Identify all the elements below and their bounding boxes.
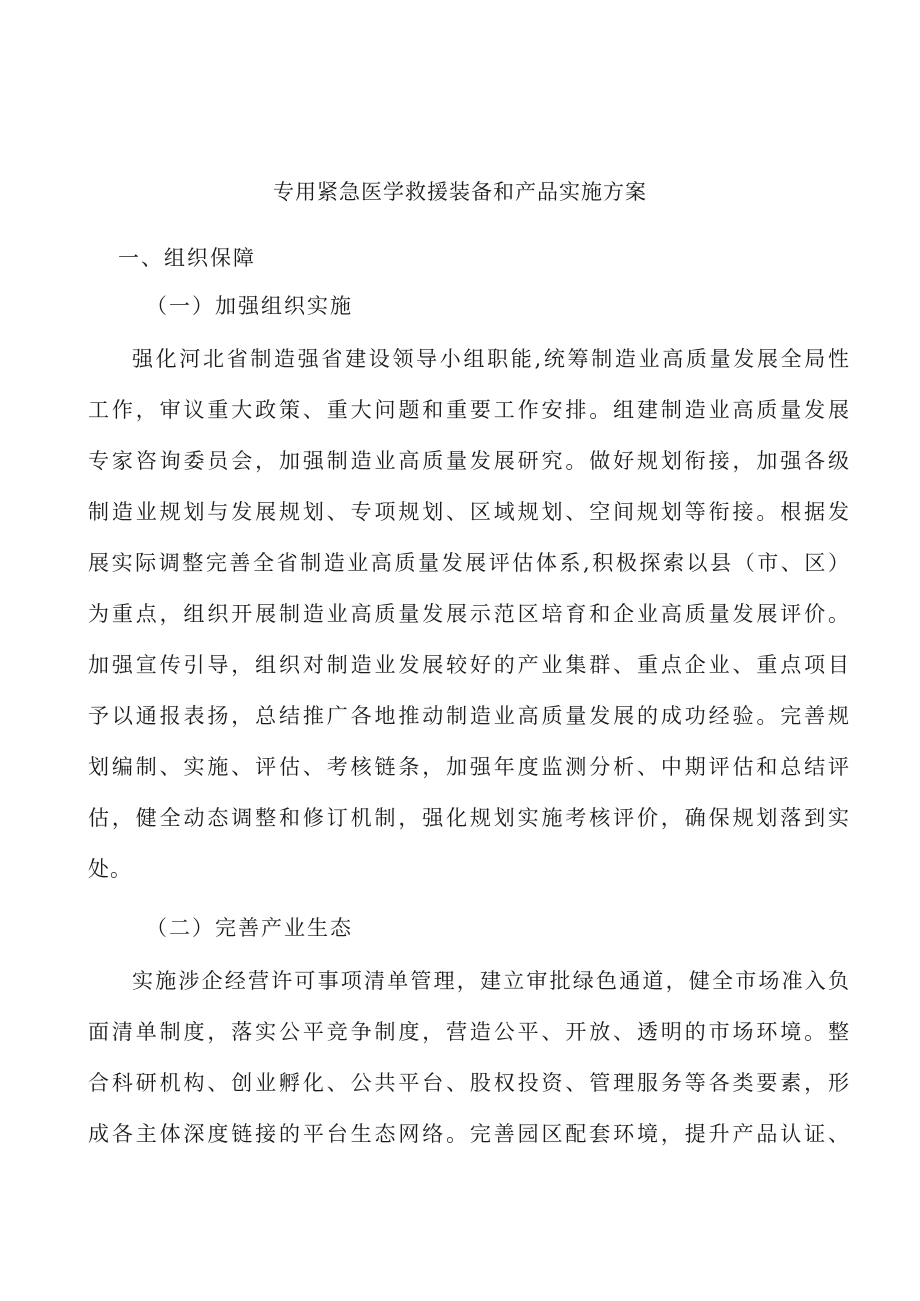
subsection-heading-implementation: （一）加强组织实施 — [146, 294, 353, 318]
paragraph-implementation — [88, 334, 850, 895]
paragraph-line: 处。 — [88, 857, 132, 881]
paragraph-line: 面清单制度，落实公平竞争制度，营造公平、开放、透明的市场环境。整 — [88, 1020, 850, 1044]
paragraph-line: 予以通报表扬，总结推广各地推动制造业高质量发展的成功经验。完善规 — [88, 704, 850, 728]
document-title: 专用紧急医学救援装备和产品实施方案 — [273, 180, 647, 204]
paragraph-line: 实施涉企经营许可事项清单管理，建立审批绿色通道，健全市场准入负 — [132, 969, 850, 993]
paragraph-line: 强化河北省制造强省建设领导小组职能,统筹制造业高质量发展全局性 — [132, 347, 850, 371]
paragraph-line: 专家咨询委员会，加强制造业高质量发展研究。做好规划衔接，加强各级 — [88, 449, 850, 473]
paragraph-line: 为重点，组织开展制造业高质量发展示范区培育和企业高质量发展评价。 — [88, 602, 850, 626]
paragraph-line: 展实际调整完善全省制造业高质量发展评估体系,积极探索以县（市、区） — [88, 551, 850, 575]
paragraph-line: 工作，审议重大政策、重大问题和重要工作安排。组建制造业高质量发展 — [88, 398, 850, 422]
paragraph-ecosystem — [88, 956, 850, 1160]
section-heading-organization: 一、组织保障 — [118, 246, 256, 270]
subsection-heading-ecosystem: （二）完善产业生态 — [146, 916, 353, 940]
paragraph-line: 划编制、实施、评估、考核链条，加强年度监测分析、中期评估和总结评 — [88, 755, 850, 779]
paragraph-line: 估，健全动态调整和修订机制，强化规划实施考核评价，确保规划落到实 — [88, 806, 850, 830]
paragraph-line: 加强宣传引导，组织对制造业发展较好的产业集群、重点企业、重点项目 — [88, 653, 850, 677]
paragraph-line: 成各主体深度链接的平台生态网络。完善园区配套环境，提升产品认证、 — [88, 1122, 850, 1146]
paragraph-line: 制造业规划与发展规划、专项规划、区域规划、空间规划等衔接。根据发 — [88, 500, 850, 524]
paragraph-line: 合科研机构、创业孵化、公共平台、股权投资、管理服务等各类要素，形 — [88, 1071, 850, 1095]
